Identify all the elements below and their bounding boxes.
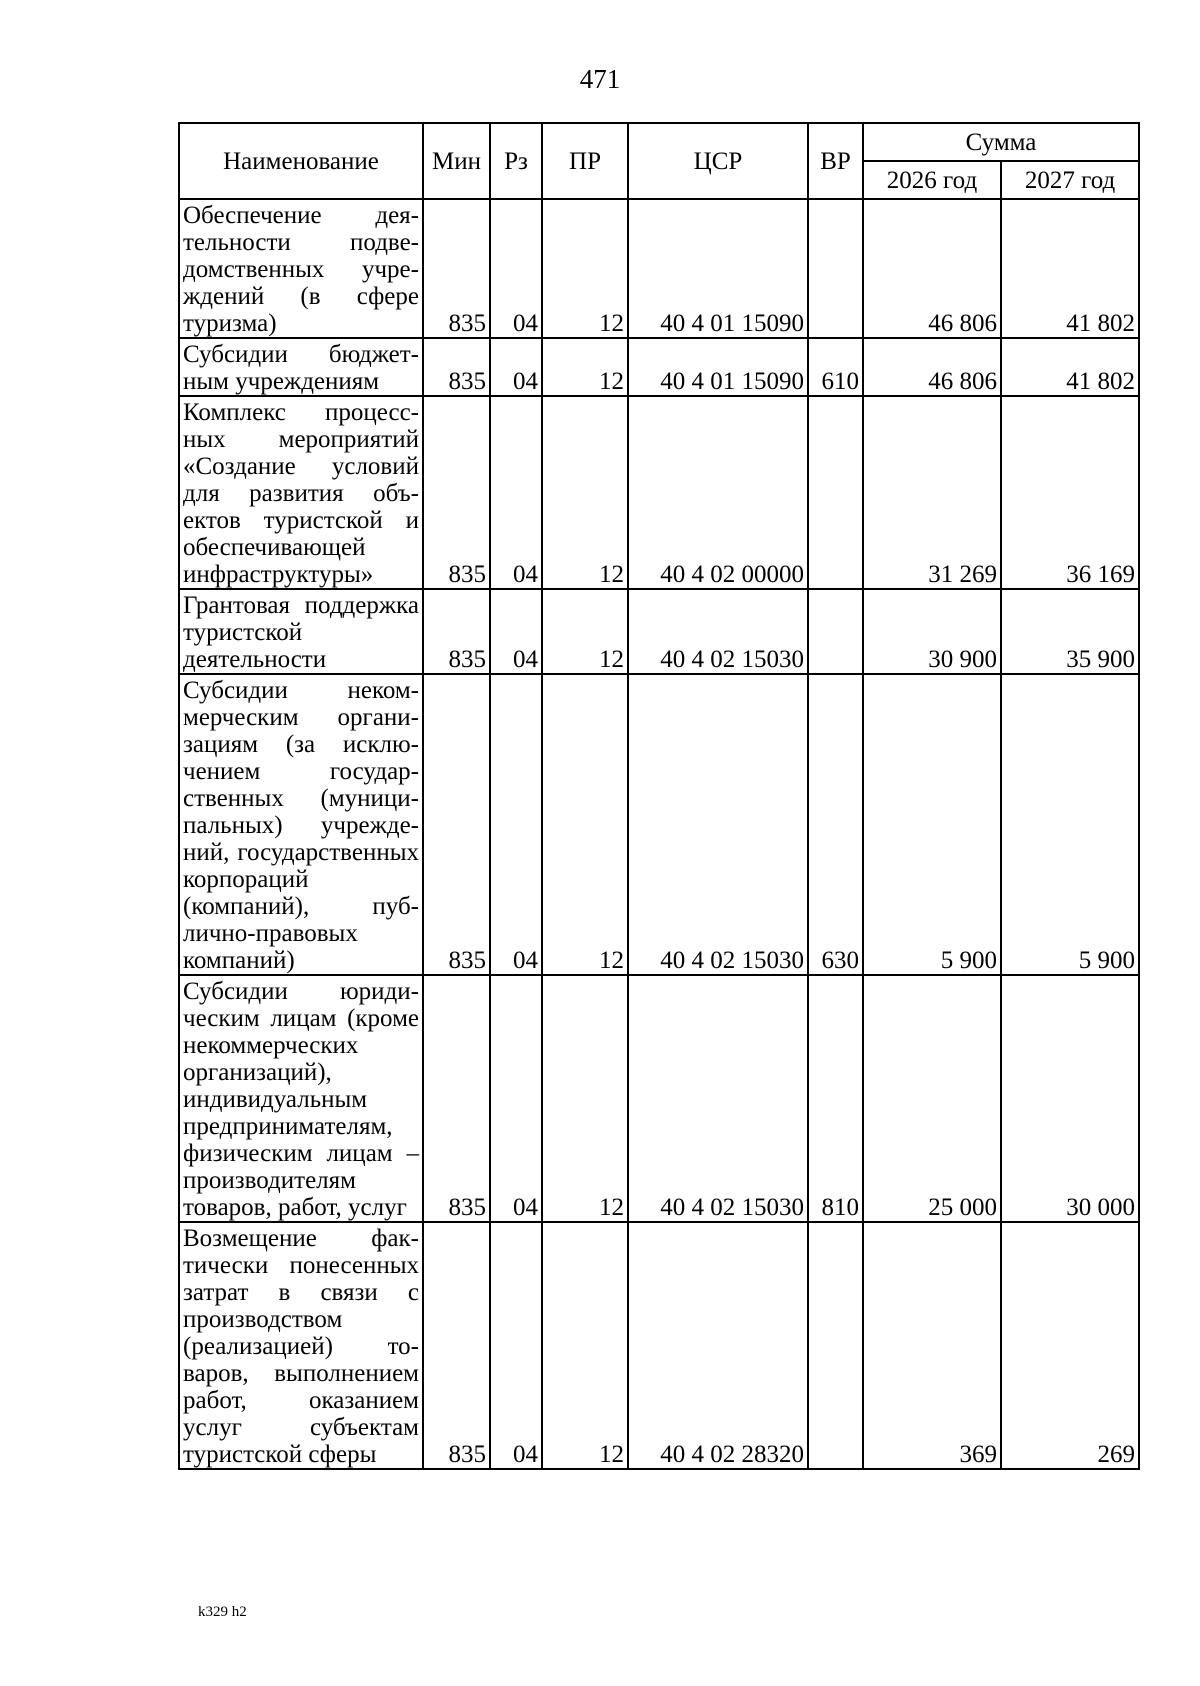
cell-name: Обеспечение деятельности подведомственных учреждений (в сфере туризма) xyxy=(179,199,423,338)
footer-code: k329 h2 xyxy=(198,1604,247,1620)
cell-csr: 40 4 01 15090 xyxy=(628,199,808,338)
cell-name: Комплекс процессных мероприятий «Создание условий для развития объектов туристской и обеспечивающей инфраструктуры» xyxy=(179,396,423,589)
cell-csr: 40 4 01 15090 xyxy=(628,338,808,396)
page-number: 471 xyxy=(579,64,621,94)
cell-vr: 630 xyxy=(808,674,863,975)
cell-rz: 04 xyxy=(490,396,542,589)
cell-min: 835 xyxy=(423,975,490,1222)
table-row xyxy=(179,674,1139,975)
table-row xyxy=(179,589,1139,674)
cell-rz: 04 xyxy=(490,674,542,975)
cell-name: Возмещение фактически понесенных затрат в связи с производством (реализацией) товаров, выполнением работ, оказанием услуг субъектам туристской сферы xyxy=(179,1222,423,1469)
cell-rz: 04 xyxy=(490,338,542,396)
cell-pr: 12 xyxy=(542,1222,628,1469)
cell-csr: 40 4 02 15030 xyxy=(628,975,808,1222)
cell-pr: 12 xyxy=(542,589,628,674)
cell-min: 835 xyxy=(423,396,490,589)
cell-vr xyxy=(808,396,863,589)
cell-y2026: 25 000 xyxy=(863,975,1001,1222)
cell-y2027: 36 169 xyxy=(1001,396,1139,589)
cell-csr: 40 4 02 15030 xyxy=(628,589,808,674)
cell-y2026: 31 269 xyxy=(863,396,1001,589)
cell-vr xyxy=(808,199,863,338)
cell-y2026: 30 900 xyxy=(863,589,1001,674)
table-row xyxy=(179,396,1139,589)
cell-y2027: 35 900 xyxy=(1001,589,1139,674)
cell-rz: 04 xyxy=(490,975,542,1222)
cell-y2026: 5 900 xyxy=(863,674,1001,975)
cell-vr xyxy=(808,589,863,674)
cell-vr xyxy=(808,1222,863,1469)
cell-rz: 04 xyxy=(490,589,542,674)
cell-y2026: 369 xyxy=(863,1222,1001,1469)
cell-vr: 610 xyxy=(808,338,863,396)
cell-name: Субсидии юридическим лицам (кроме некоммерческих организаций), индивидуальным предпринимателям, физическим лицам – производителям товаров, работ, услуг xyxy=(179,975,423,1222)
cell-min: 835 xyxy=(423,589,490,674)
cell-min: 835 xyxy=(423,674,490,975)
cell-csr: 40 4 02 00000 xyxy=(628,396,808,589)
cell-y2026: 46 806 xyxy=(863,338,1001,396)
header-pr: ПР xyxy=(542,123,628,199)
cell-rz: 04 xyxy=(490,199,542,338)
cell-y2026: 46 806 xyxy=(863,199,1001,338)
header-year-2027: 2027 год xyxy=(1001,161,1139,199)
header-vr: ВР xyxy=(808,123,863,199)
cell-vr: 810 xyxy=(808,975,863,1222)
cell-y2027: 30 000 xyxy=(1001,975,1139,1222)
cell-name: Субсидии бюджетным учреждениям xyxy=(179,338,423,396)
header-min: Мин xyxy=(423,123,490,199)
cell-y2027: 41 802 xyxy=(1001,338,1139,396)
cell-rz: 04 xyxy=(490,1222,542,1469)
cell-pr: 12 xyxy=(542,396,628,589)
table-body xyxy=(179,199,1139,1469)
header-sum: Сумма xyxy=(863,123,1139,161)
cell-min: 835 xyxy=(423,1222,490,1469)
cell-csr: 40 4 02 28320 xyxy=(628,1222,808,1469)
table-row xyxy=(179,199,1139,338)
table-header xyxy=(179,123,1139,199)
table-row xyxy=(179,338,1139,396)
table-row xyxy=(179,1222,1139,1469)
header-csr: ЦСР xyxy=(628,123,808,199)
cell-min: 835 xyxy=(423,199,490,338)
cell-pr: 12 xyxy=(542,199,628,338)
cell-y2027: 269 xyxy=(1001,1222,1139,1469)
header-year-2026: 2026 год xyxy=(863,161,1001,199)
table-row xyxy=(179,975,1139,1222)
budget-table xyxy=(178,122,1140,1470)
cell-name: Субсидии некоммерческим организациям (за исключением государственных (муниципальных) учреждений, государственных корпораций (компаний), публично-правовых компаний) xyxy=(179,674,423,975)
cell-y2027: 5 900 xyxy=(1001,674,1139,975)
cell-pr: 12 xyxy=(542,338,628,396)
cell-pr: 12 xyxy=(542,674,628,975)
header-name: Наименование xyxy=(179,123,423,199)
cell-min: 835 xyxy=(423,338,490,396)
cell-pr: 12 xyxy=(542,975,628,1222)
cell-name: Грантовая поддержка туристской деятельности xyxy=(179,589,423,674)
header-rz: Рз xyxy=(490,123,542,199)
cell-y2027: 41 802 xyxy=(1001,199,1139,338)
cell-csr: 40 4 02 15030 xyxy=(628,674,808,975)
